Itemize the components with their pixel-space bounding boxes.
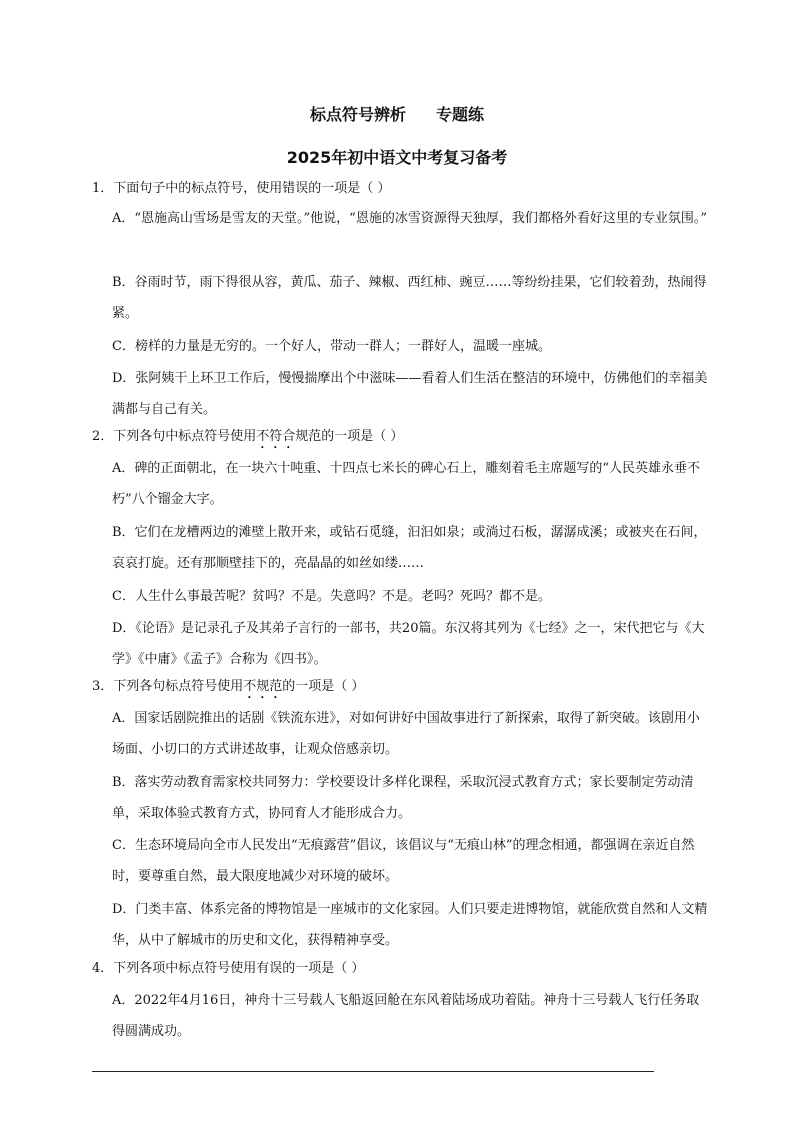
title-main: 标点符号辨析 xyxy=(309,105,406,124)
question-2-stem-pre: 2．下列各句中标点符号使用 xyxy=(92,429,257,444)
question-4-stem: 4．下列各项中标点符号使用有误的一项是（ ） xyxy=(92,961,365,976)
question-2-option-b: B．它们在龙槽两边的滩壁上散开来，或钻石觅缝，汩汩如泉；或淌过石板，潺潺成溪；或被夹在石间，哀哀打旋。还有那顺壁挂下的，亮晶晶的如丝如缕…… xyxy=(112,525,707,571)
question-1-option-a: A．“恩施高山雪场是雪友的天堂。”他说，“恩施的冰雪资源得天独厚，我们都格外看好这里的专业氛围。” xyxy=(112,211,707,226)
question-2-option-d: D．《论语》是记录孔子及其弟子言行的一部书，共20篇。东汉将其列为《七经》之一，宋代把它与《大学》《中庸》《孟子》合称为《四书》。 xyxy=(112,621,705,667)
question-2-stem-post: 规范的一项是（ ） xyxy=(295,429,404,444)
question-4-option-a: A．2022年4月16日，神舟十三号载人飞船返回舱在东风着陆场成功着陆。神舟十三号载人飞行任务取得圆满成功。 xyxy=(112,993,700,1039)
question-3-stem xyxy=(92,678,364,702)
question-3-option-a: A．国家话剧院推出的话剧《铁流东进》，对如何讲好中国故事进行了新探索，取得了新突破。该剧用小场面、小切口的方式讲述故事，让观众倍感亲切。 xyxy=(112,711,700,757)
document-title xyxy=(0,102,794,125)
question-3-option-b: B．落实劳动教育需家校共同努力：学校要设计多样化课程，采取沉浸式教育方式；家长要制定劳动清单，采取体验式教育方式，协同育人才能形成合力。 xyxy=(112,775,694,821)
question-3-stem-post: 的一项是（ ） xyxy=(282,679,365,694)
footer-divider xyxy=(92,1071,654,1072)
question-2-option-a: A．碑的正面朝北，在一块六十吨重、十四点七米长的碑心石上，雕刻着毛主席题写的“人民英雄永垂不朽”八个镏金大字。 xyxy=(112,461,701,507)
title-sub: 专题练 xyxy=(436,105,485,124)
question-3-stem-pre: 3．下列各句标点符号使用 xyxy=(92,679,244,694)
question-3-option-d: D．门类丰富、体系完备的博物馆是一座城市的文化家园。人们只要走进博物馆，就能欣赏自然和人文精华，从中了解城市的历史和文化，获得精神享受。 xyxy=(112,902,708,948)
question-1-stem: 1．下面句子中的标点符号，使用错误的一项是（ ） xyxy=(92,181,391,196)
question-2-option-c: C．人生什么事最苦呢？贫吗？不是。失意吗？不是。老吗？死吗？都不是。 xyxy=(112,589,551,604)
document-subtitle: 2025年初中语文中考复习备考 xyxy=(286,148,508,167)
question-1-option-c: C．榜样的力量是无穷的。一个好人，带动一群人；一群好人，温暖一座城。 xyxy=(112,339,551,354)
question-1-option-d: D．张阿姨干上环卫工作后，慢慢揣摩出个中滋味——看着人们生活在整洁的环境中，仿佛他们的幸福美满都与自己有关。 xyxy=(112,371,708,417)
question-3-emphasis: 不规范 xyxy=(243,679,283,694)
question-2-emphasis: 不符合 xyxy=(256,429,296,444)
question-2-stem xyxy=(92,428,403,452)
question-3-option-c: C．生态环境局向全市人民发出“无痕露营”倡议，该倡议与“无痕山林”的理念相通，都强调在亲近自然时，要尊重自然，最大限度地减少对环境的破坏。 xyxy=(112,838,695,884)
question-1-option-b: B．谷雨时节，雨下得很从容，黄瓜、茄子、辣椒、西红柿、豌豆……等纷纷挂果，它们较着劲，热闹得紧。 xyxy=(112,275,707,321)
